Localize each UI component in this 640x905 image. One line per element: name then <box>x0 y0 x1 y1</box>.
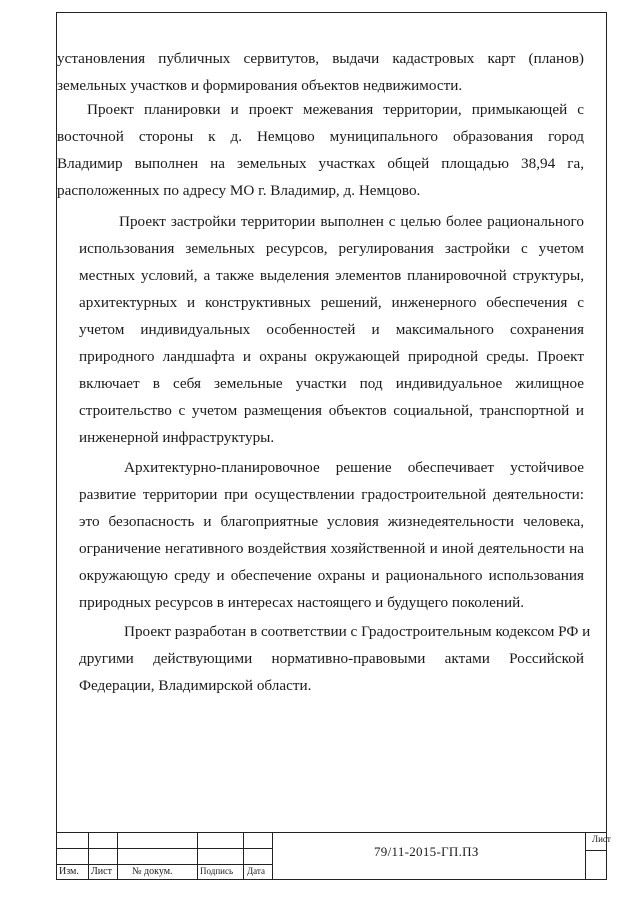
text-line: развитие территории при осуществлении градостроительной деятельности: <box>79 486 584 503</box>
paragraph-2 <box>57 96 584 204</box>
text-line: Архитектурно-планировочное решение обеспечивает устойчивое <box>124 459 584 476</box>
paragraph-1 <box>57 45 584 99</box>
stamp-line <box>56 832 607 833</box>
text-line: природных ресурсов в интересах настоящего и будущего поколений. <box>79 594 525 611</box>
title-block <box>56 832 611 880</box>
text-line: это безопасность и благоприятные условия жизнедеятельности человека, <box>79 513 584 530</box>
text-line: инженерной инфраструктуры. <box>79 429 275 446</box>
stamp-line <box>117 832 118 880</box>
stamp-line <box>88 832 89 880</box>
stamp-line <box>585 850 607 851</box>
text-line: установления публичных сервитутов, выдачи кадастровых карт (планов) <box>57 50 584 67</box>
text-line: учетом индивидуальных особенностей и максимального сохранения <box>79 321 584 338</box>
stamp-line <box>585 832 586 880</box>
text-line: Проект планировки и проект межевания территории, примыкающей с <box>87 101 584 118</box>
document-code: 79/11-2015-ГП.ПЗ <box>374 844 479 859</box>
stamp-line <box>197 832 198 880</box>
stamp-line <box>243 832 244 880</box>
text-line: архитектурных и конструктивных решений, инженерного обеспечения с <box>79 294 584 311</box>
text-line: другими действующими нормативно-правовыми актами Российской <box>79 650 584 667</box>
paragraph-3 <box>79 208 584 451</box>
text-line: восточной стороны к д. Немцово муниципального образования город <box>57 128 584 145</box>
stamp-label-doc-number: № докум. <box>132 866 173 877</box>
text-line: расположенных по адресу МО г. Владимир, д. Немцово. <box>57 182 421 199</box>
stamp-label-list: Лист <box>91 866 112 877</box>
stamp-line <box>272 832 273 880</box>
text-line: ограничение негативного воздействия хозяйственной и иной деятельности на <box>79 540 584 557</box>
text-line: Проект застройки территории выполнен с целью более рационального <box>119 213 584 230</box>
text-line: земельных участков и формирования объектов недвижимости. <box>57 77 463 94</box>
text-line: Федерации, Владимирской области. <box>79 677 312 694</box>
stamp-label-signature: Подпись <box>200 866 234 876</box>
text-line: природного ландшафта и охраны окружающей природной среды. Проект <box>79 348 584 365</box>
text-line: Проект разработан в соответствии с Градостроительным кодексом РФ и <box>124 623 591 640</box>
text-line: включает в себя земельные участки под индивидуальное жилищное <box>79 375 584 392</box>
text-line: местных условий, а также выделения элементов планировочной структуры, <box>79 267 584 284</box>
paragraph-5 <box>79 618 591 699</box>
text-line: окружающую среду и обеспечение охраны и рационального использования <box>79 567 584 584</box>
stamp-label-izm: Изм. <box>59 866 79 877</box>
text-line: Владимир выполнен на земельных участках общей площадью 38,94 га, <box>57 155 584 172</box>
sheet-label: Лист <box>592 834 611 844</box>
paragraph-4 <box>79 454 584 616</box>
stamp-label-date: Дата <box>247 866 265 876</box>
text-line: строительство с учетом размещения объектов социальной, транспортной и <box>79 402 584 419</box>
text-line: использования земельных ресурсов, регулирования застройки с учетом <box>79 240 584 257</box>
